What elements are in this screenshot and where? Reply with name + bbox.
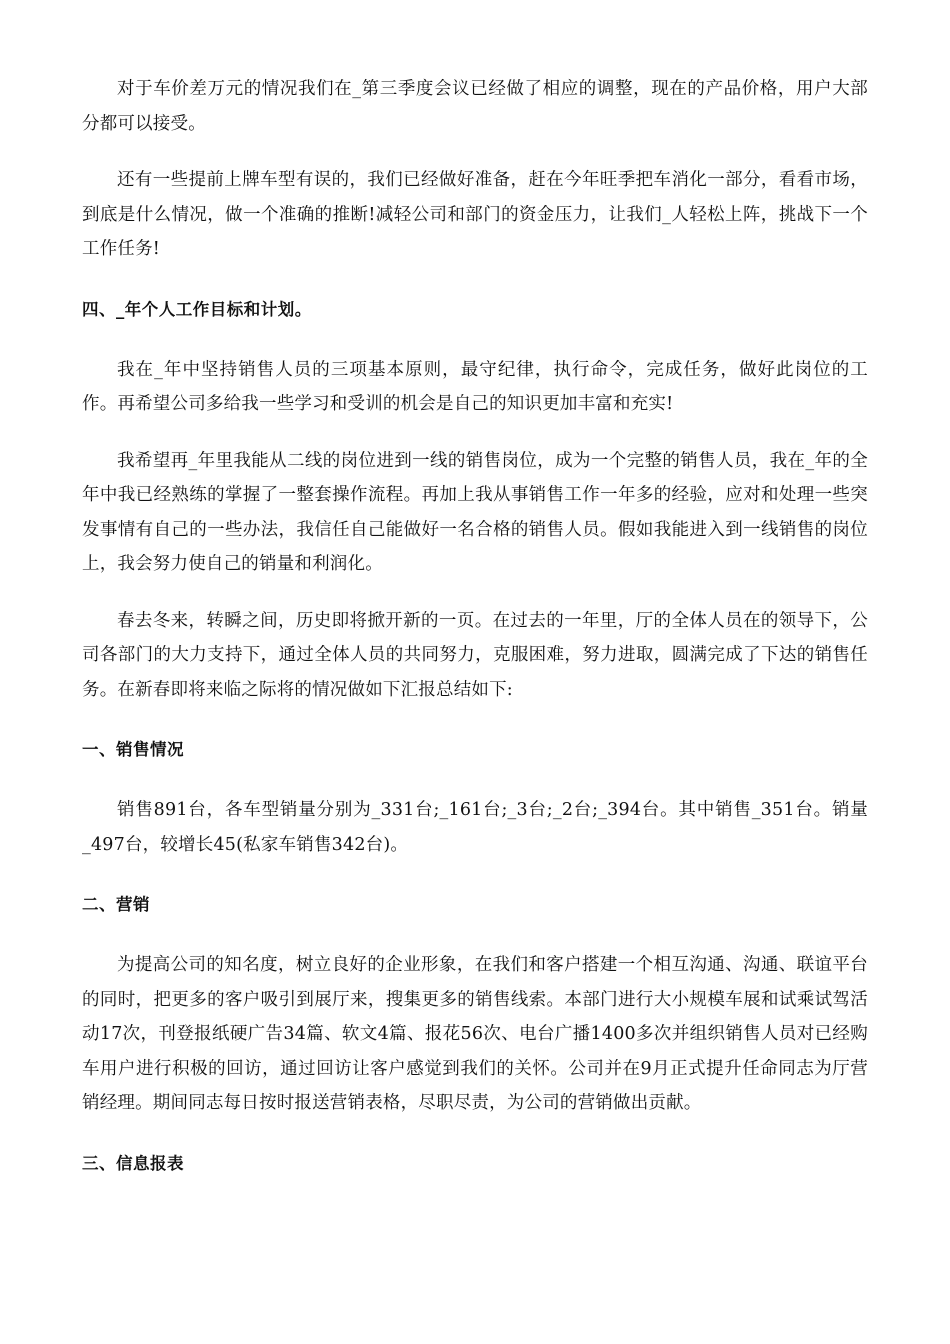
paragraph-early-registration: 还有一些提前上牌车型有误的，我们已经做好准备，赶在今年旺季把车消化一部分，看看市场，到底是什么情况，做一个准确的推断!减轻公司和部门的资金压力，让我们_人轻松上阵，挑战下一个工作任务! <box>82 170 868 259</box>
heading-goals-plan: 四、_年个人工作目标和计划。 <box>82 299 312 319</box>
paragraph-principles: 我在_年中坚持销售人员的三项基本原则，最守纪律，执行命令，完成任务，做好此岗位的工作。再希望公司多给我一些学习和受训的机会是自己的知识更加丰富和充实! <box>82 359 868 414</box>
paragraph-marketing-detail: 为提高公司的知名度，树立良好的企业形象，在我们和客户搭建一个相互沟通、沟通、联谊平台的同时，把更多的客户吸引到展厅来，搜集更多的销售线索。本部门进行大小规模车展和试乘试驾活动17次，刊登报纸硬广告34篇、软文4篇、报花56次、电台广播1400多次并组织销售人员对已经购车用户进行积极的回访，通过回访让客户感觉到我们的关怀。公司并在9月正式提升任命同志为厅营销经理。期间同志每日按时报送营销表格，尽职尽责，为公司的营销做出贡献。 <box>82 955 868 1113</box>
paragraph-frontline-hope: 我希望再_年里我能从二线的岗位进到一线的销售岗位，成为一个完整的销售人员，我在_年的全年中我已经熟练的掌握了一整套操作流程。再加上我从事销售工作一年多的经验，应对和处理一些突发事情有自己的一些办法，我信任自己能做好一名合格的销售人员。假如我能进入到一线销售的岗位上，我会努力使自己的销量和利润化。 <box>82 450 868 574</box>
heading-info-report: 三、信息报表 <box>82 1153 184 1173</box>
paragraph-price-adjustment: 对于车价差万元的情况我们在_第三季度会议已经做了相应的调整，现在的产品价格，用户大部分都可以接受。 <box>82 79 868 134</box>
paragraph-year-summary: 春去冬来，转瞬之间，历史即将掀开新的一页。在过去的一年里，厅的全体人员在的领导下，公司各部门的大力支持下，通过全体人员的共同努力，克服困难，努力进取，圆满完成了下达的销售任务。在新春即将来临之际将的情况做如下汇报总结如下: <box>82 610 868 700</box>
document-page <box>82 72 868 1181</box>
paragraph-sales-figures: 销售891台，各车型销量分别为_331台;_161台;_3台;_2台;_394台。其中销售_351台。销量_497台，较增长45(私家车销售342台)。 <box>82 800 868 855</box>
heading-marketing: 二、营销 <box>82 895 150 914</box>
heading-sales: 一、销售情况 <box>82 740 184 759</box>
